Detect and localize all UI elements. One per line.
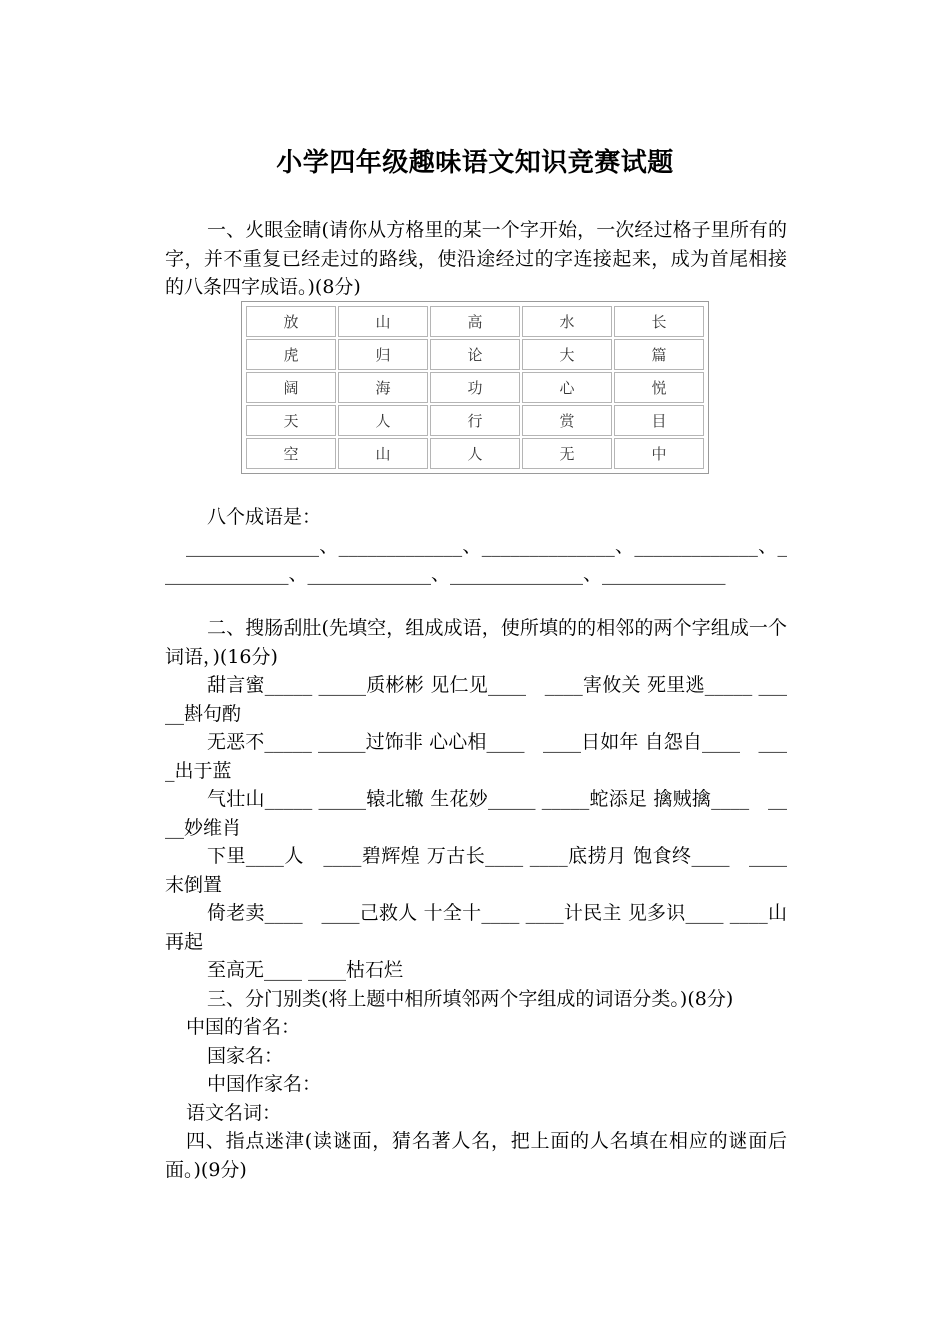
- section-2: [165, 614, 787, 1184]
- grid-cell: 虎: [246, 339, 336, 370]
- answer-blanks: ______________、_____________、______________、_____________、______________、_____________、______________、_____________: [165, 534, 787, 585]
- grid-row: [246, 339, 704, 370]
- grid-cell: 天: [246, 405, 336, 436]
- section-3-instructions: 三、分门别类(将上题中相所填邻两个字组成的词语分类。)(8分): [207, 987, 734, 1010]
- grid-cell: 长: [614, 306, 704, 337]
- grid-cell: 水: [522, 306, 612, 337]
- category-writer: 中国作家名：: [207, 1073, 322, 1095]
- grid-cell: 中: [614, 438, 704, 469]
- grid-cell: 论: [430, 339, 520, 370]
- grid-row: [246, 405, 704, 436]
- grid-cell: 无: [522, 438, 612, 469]
- grid-cell: 目: [614, 405, 704, 436]
- grid-cell: 山: [338, 438, 428, 469]
- category-province: 中国的省名：: [186, 1016, 301, 1038]
- grid-cell: 行: [430, 405, 520, 436]
- category-term: 语文名词：: [186, 1101, 282, 1124]
- grid-cell: 人: [430, 438, 520, 469]
- grid-cell: 篇: [614, 339, 704, 370]
- idiom-line-3: 气壮山_____ _____辕北辙 生花妙_____ _____蛇添足 擒贼擒____ ____妙维肖: [165, 788, 787, 839]
- idiom-line-1: 甜言蜜_____ _____质彬彬 见仁见____ ____害攸关 死里逃_____ _____斟句酌: [165, 674, 787, 725]
- grid-cell: 功: [430, 372, 520, 403]
- grid-row: [246, 438, 704, 469]
- answer-label: 八个成语是：: [207, 506, 322, 528]
- section-1-instructions: 一、火眼金睛(请你从方格里的某一个字开始，一次经过格子里所有的字，并不重复已经走过的路线，使沿途经过的字连接起来，成为首尾相接的八条四字成语。)(8分): [165, 219, 787, 298]
- idiom-line-2: 无恶不_____ _____过饰非 心心相____ ____日如年 自怨自____ ____出于蓝: [165, 731, 787, 782]
- idiom-line-5: 倚老卖____ ____己救人 十全十____ ____计民主 见多识____ ____山再起: [165, 902, 787, 953]
- grid-cell: 高: [430, 306, 520, 337]
- grid-cell: 空: [246, 438, 336, 469]
- grid-cell: 山: [338, 306, 428, 337]
- grid-cell: 赏: [522, 405, 612, 436]
- grid-cell: 悦: [614, 372, 704, 403]
- idiom-line-4: 下里____人 ____碧辉煌 万古长____ ____底捞月 饱食终____ ____末倒置: [165, 845, 787, 896]
- page-title: 小学四年级趣味语文知识竞赛试题: [276, 148, 674, 178]
- grid-cell: 大: [522, 339, 612, 370]
- grid-cell: 心: [522, 372, 612, 403]
- idiom-line-6: 至高无____ ____枯石烂: [207, 959, 404, 981]
- grid-cell: 人: [338, 405, 428, 436]
- section-4-instructions: 四、指点迷津(读谜面，猜名著人名，把上面的人名填在相应的谜面后面。)(9分): [165, 1130, 787, 1181]
- grid-cell: 归: [338, 339, 428, 370]
- section-1-answers: [165, 503, 787, 589]
- section-2-instructions: 二、搜肠刮肚(先填空，组成成语，使所填的的相邻的两个字组成一个词语，)(16分): [165, 617, 787, 668]
- grid-cell: 放: [246, 306, 336, 337]
- grid-cell: 海: [338, 372, 428, 403]
- grid-cell: 阔: [246, 372, 336, 403]
- category-country: 国家名：: [207, 1044, 284, 1067]
- character-grid: [241, 301, 709, 474]
- grid-row: [246, 306, 704, 337]
- section-1: [165, 216, 787, 302]
- grid-row: [246, 372, 704, 403]
- character-grid-table: [244, 304, 706, 471]
